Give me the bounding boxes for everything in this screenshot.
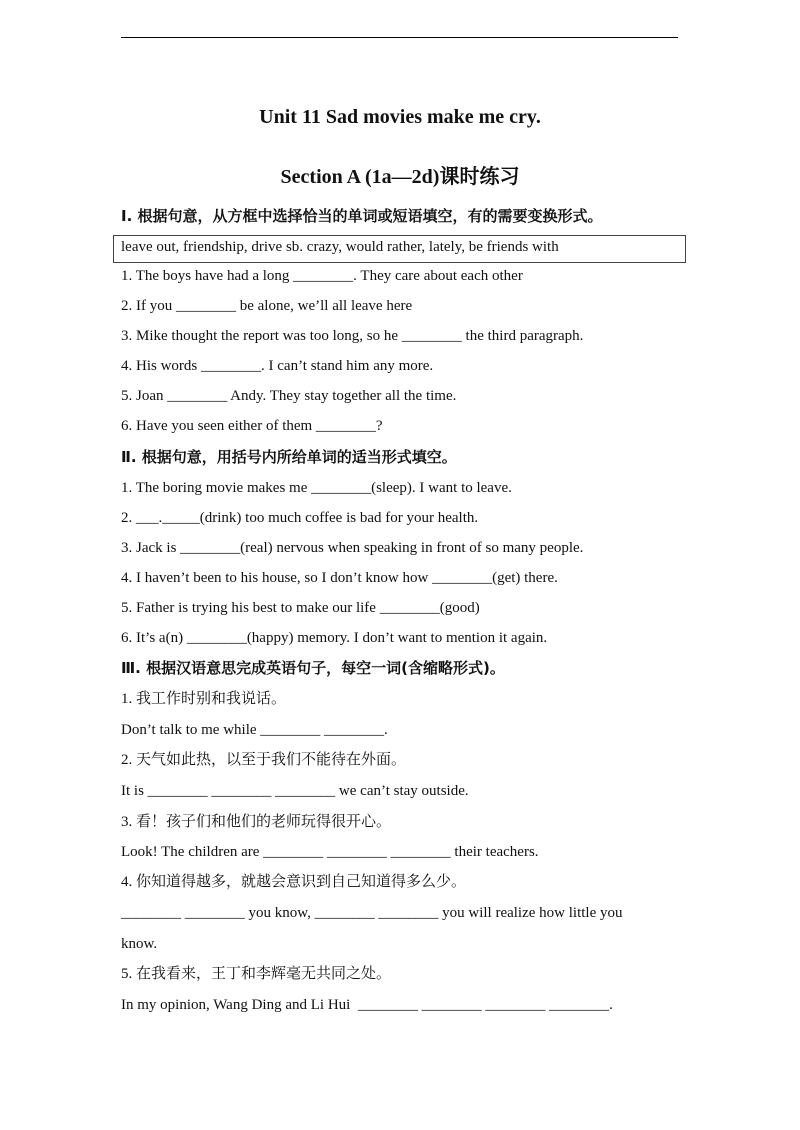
part2-item-6: 6. It’s a(n) ________(happy) memory. I don’t want to mention it again. [121, 630, 548, 646]
part1-item-3: 3. Mike thought the report was too long, so he ________ the third paragraph. [121, 328, 584, 344]
part1-item-1: 1. The boys have had a long ________. They care about each other [121, 268, 523, 284]
part3-item-5-chinese: 5. 在我看来，王丁和李辉毫无共同之处。 [121, 966, 392, 982]
part2-heading: Ⅱ. 根据句意，用括号内所给单词的适当形式填空。 [121, 448, 457, 466]
part3-item-3-english: Look! The children are ________ ________ ________ their teachers. [121, 844, 539, 860]
part3-item-2-chinese: 2. 天气如此热，以至于我们不能待在外面。 [121, 752, 407, 768]
part3-item-3-chinese: 3. 看！孩子们和他们的老师玩得很开心。 [121, 814, 392, 830]
part1-item-5: 5. Joan ________ Andy. They stay together all the time. [121, 388, 457, 404]
part3-item-2-english: It is ________ ________ ________ we can’t stay outside. [121, 783, 469, 799]
part3-item-1-chinese: 1. 我工作时别和我说话。 [121, 691, 287, 707]
page-title: Unit 11 Sad movies make me cry. [259, 106, 541, 128]
section-subtitle: Section A (1a—2d)课时练习 [280, 166, 520, 188]
part3-item-1-english: Don’t talk to me while ________ ________. [121, 722, 388, 738]
header-rule [121, 37, 678, 38]
part3-item-4-english-cont: know. [121, 936, 158, 952]
part1-item-4: 4. His words ________. I can’t stand him any more. [121, 358, 434, 374]
part1-item-2: 2. If you ________ be alone, we’ll all leave here [121, 298, 413, 314]
part3-item-4-chinese: 4. 你知道得越多，就越会意识到自己知道得多么少。 [121, 874, 467, 890]
part2-item-4: 4. I haven’t been to his house, so I don’t know how ________(get) there. [121, 570, 558, 586]
part3-item-4-english: ________ ________ you know, ________ ________ you will realize how little you [121, 905, 623, 921]
part3-item-5-english: In my opinion, Wang Ding and Li Hui ________ ________ ________ ________. [121, 997, 613, 1013]
part2-item-1: 1. The boring movie makes me ________(sleep). I want to leave. [121, 480, 512, 496]
word-box [113, 235, 686, 263]
part2-item-5: 5. Father is trying his best to make our life ________(good) [121, 600, 480, 616]
part3-heading: Ⅲ. 根据汉语意思完成英语句子，每空一词(含缩略形式)。 [121, 659, 505, 677]
part1-heading: Ⅰ. 根据句意，从方框中选择恰当的单词或短语填空，有的需要变换形式。 [121, 207, 603, 225]
word-box-text: leave out, friendship, drive sb. crazy, would rather, lately, be friends with [121, 239, 559, 255]
part2-item-2: 2. ___._____(drink) too much coffee is bad for your health. [121, 510, 479, 526]
part1-item-6: 6. Have you seen either of them ________? [121, 418, 383, 434]
part2-item-3: 3. Jack is ________(real) nervous when speaking in front of so many people. [121, 540, 584, 556]
